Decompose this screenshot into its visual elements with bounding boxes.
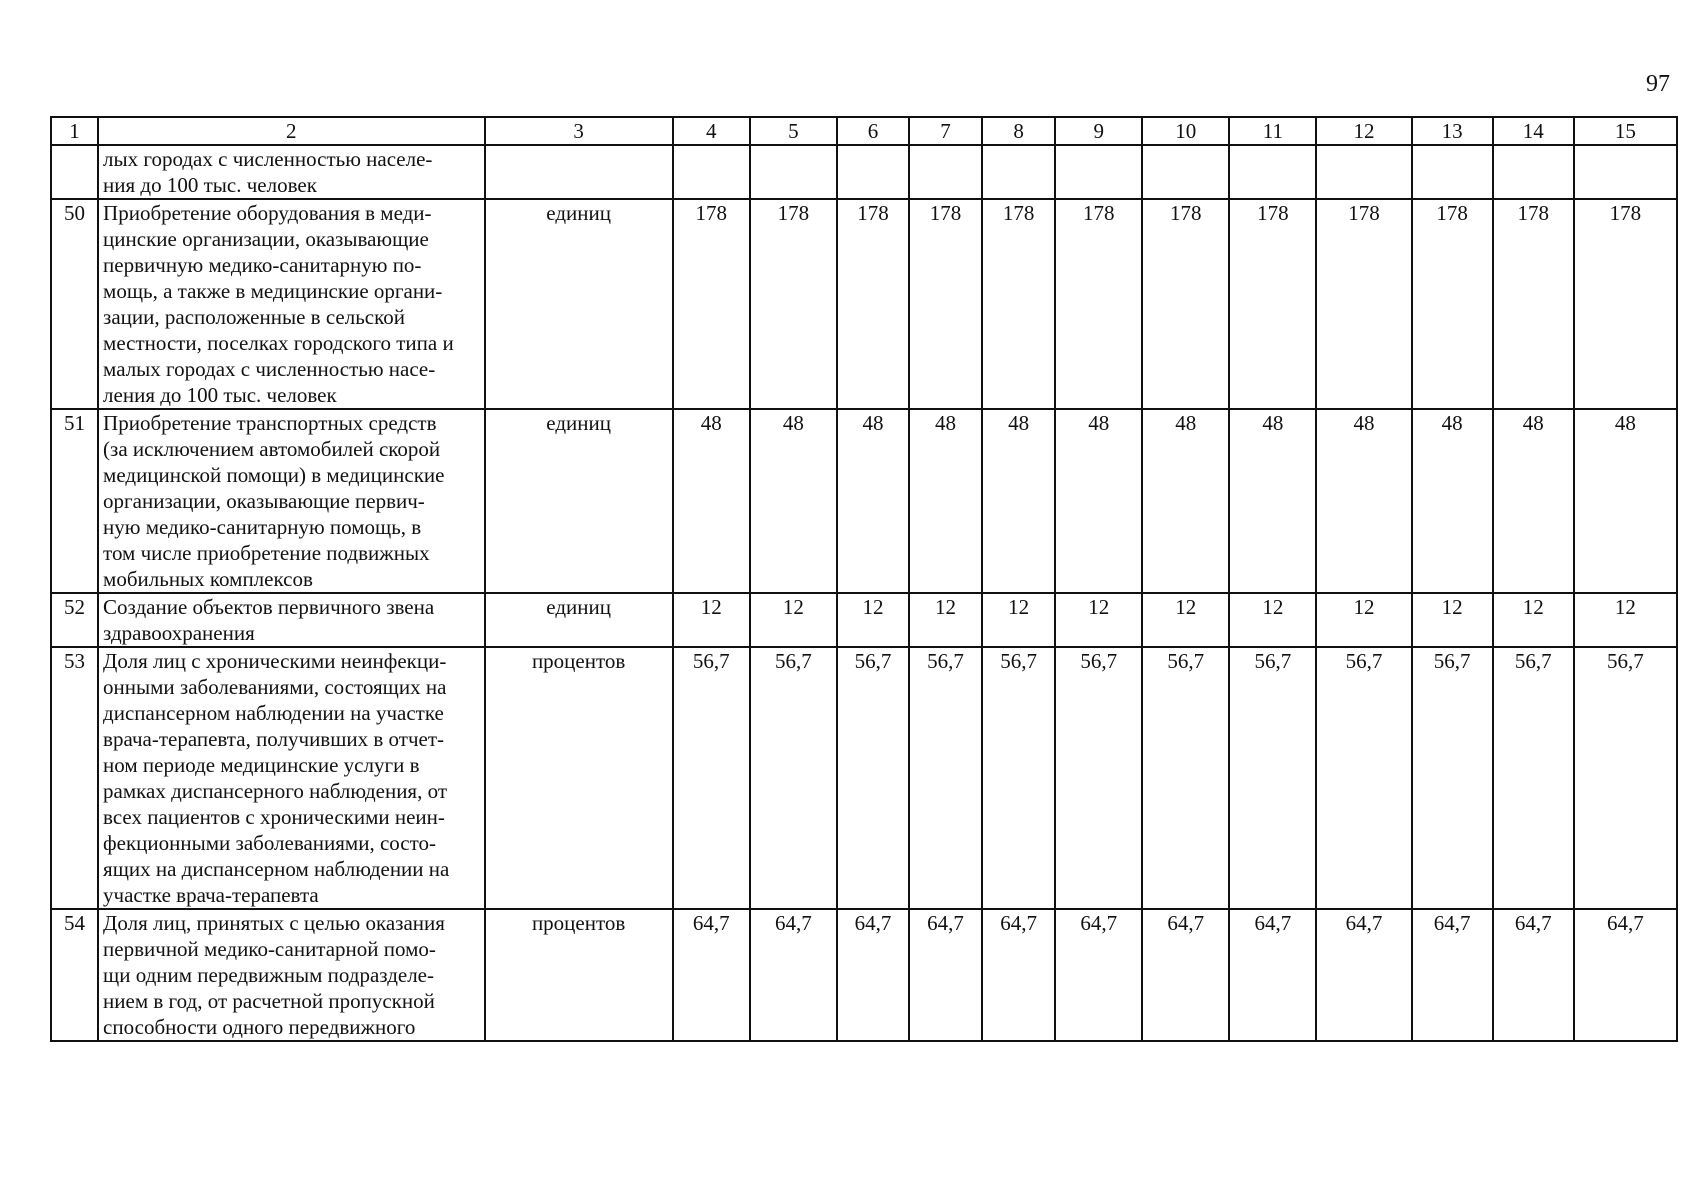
row-number: 50 (51, 199, 98, 409)
description-line: организации, оказывающие первич- (103, 489, 425, 513)
value-cell: 178 (1574, 199, 1677, 409)
value-cell (1316, 145, 1411, 199)
description-line: Доля лиц, принятых с целью оказания (103, 911, 445, 935)
description-line: здравоохранения (103, 621, 255, 645)
table-row (51, 593, 1677, 647)
description-line: местности, поселках городского типа и (103, 331, 454, 355)
value-cell: 56,7 (750, 647, 837, 909)
description-line: всех пациентов с хроническими неин- (103, 805, 445, 829)
value-cell: 178 (1142, 199, 1229, 409)
table-row (51, 199, 1677, 409)
description-line: первичной медико-санитарной помо- (103, 937, 436, 961)
value-cell: 12 (1412, 593, 1493, 647)
value-cell: 56,7 (1316, 647, 1411, 909)
value-cell: 56,7 (1412, 647, 1493, 909)
column-header-3: 3 (485, 117, 673, 145)
table-header (51, 117, 1677, 145)
value-cell: 178 (673, 199, 750, 409)
description-line: Создание объектов первичного звена (103, 595, 435, 619)
value-cell: 12 (1229, 593, 1316, 647)
value-cell: 64,7 (750, 909, 837, 1041)
description-line: мощь, а также в медицинские органи- (103, 279, 443, 303)
row-number: 54 (51, 909, 98, 1041)
description-line: способности одного передвижного (103, 1015, 416, 1039)
value-cell: 48 (837, 409, 909, 593)
value-cell: 48 (982, 409, 1055, 593)
value-cell: 12 (750, 593, 837, 647)
description-line: ния до 100 тыс. человек (103, 173, 317, 197)
description-line: нием в год, от расчетной пропускной (103, 989, 435, 1013)
value-cell (909, 145, 982, 199)
value-cell: 64,7 (1412, 909, 1493, 1041)
value-cell: 64,7 (1574, 909, 1677, 1041)
value-cell: 178 (982, 199, 1055, 409)
value-cell: 12 (1055, 593, 1142, 647)
value-cell: 48 (750, 409, 837, 593)
table-row (51, 909, 1677, 1041)
column-header-11: 11 (1229, 117, 1316, 145)
header-row (51, 117, 1677, 145)
indicator-description (98, 145, 484, 199)
value-cell: 64,7 (1055, 909, 1142, 1041)
value-cell (1142, 145, 1229, 199)
value-cell: 64,7 (1316, 909, 1411, 1041)
description-line: врача-терапевта, получивших в отчет- (103, 727, 444, 751)
value-cell: 178 (837, 199, 909, 409)
row-number: 51 (51, 409, 98, 593)
value-cell: 56,7 (1229, 647, 1316, 909)
description-line: Приобретение оборудования в меди- (103, 201, 432, 225)
description-line: зации, расположенные в сельской (103, 305, 405, 329)
description-line: Приобретение транспортных средств (103, 411, 437, 435)
value-cell: 56,7 (982, 647, 1055, 909)
description-line: малых городах с численностью насе- (103, 357, 436, 381)
value-cell (1055, 145, 1142, 199)
value-cell (1574, 145, 1677, 199)
table-row (51, 647, 1677, 909)
value-cell: 48 (909, 409, 982, 593)
value-cell: 56,7 (673, 647, 750, 909)
value-cell: 12 (837, 593, 909, 647)
indicator-table (50, 116, 1678, 1042)
value-cell: 56,7 (909, 647, 982, 909)
column-header-15: 15 (1574, 117, 1677, 145)
value-cell (1229, 145, 1316, 199)
column-header-8: 8 (982, 117, 1055, 145)
description-line: Доля лиц с хроническими неинфекци- (103, 649, 447, 673)
description-line: ную медико-санитарную помощь, в (103, 515, 422, 539)
unit-of-measure: единиц (485, 199, 673, 409)
description-line: ления до 100 тыс. человек (103, 383, 337, 407)
value-cell: 12 (1493, 593, 1574, 647)
indicator-description (98, 647, 484, 909)
value-cell: 48 (1493, 409, 1574, 593)
description-line: диспансерном наблюдении на участке (103, 701, 444, 725)
column-header-1: 1 (51, 117, 98, 145)
value-cell: 178 (1412, 199, 1493, 409)
value-cell: 48 (1229, 409, 1316, 593)
description-line: первичную медико-санитарную по- (103, 253, 422, 277)
value-cell (1493, 145, 1574, 199)
description-line: участке врача-терапевта (103, 883, 319, 907)
value-cell: 48 (1316, 409, 1411, 593)
description-line: цинские организации, оказывающие (103, 227, 429, 251)
row-number: 52 (51, 593, 98, 647)
row-number (51, 145, 98, 199)
value-cell: 12 (982, 593, 1055, 647)
description-line: фекционными заболеваниями, состо- (103, 831, 437, 855)
value-cell: 48 (673, 409, 750, 593)
value-cell: 64,7 (673, 909, 750, 1041)
column-header-13: 13 (1412, 117, 1493, 145)
table-body (51, 145, 1677, 1041)
value-cell: 178 (1316, 199, 1411, 409)
value-cell (750, 145, 837, 199)
description-line: онными заболеваниями, состоящих на (103, 675, 447, 699)
description-line: медицинской помощи) в медицинские (103, 463, 445, 487)
table-row (51, 145, 1677, 199)
description-line: (за исключением автомобилей скорой (103, 437, 441, 461)
value-cell: 56,7 (837, 647, 909, 909)
value-cell (982, 145, 1055, 199)
value-cell: 64,7 (982, 909, 1055, 1041)
value-cell (1412, 145, 1493, 199)
indicator-description (98, 593, 484, 647)
value-cell: 178 (750, 199, 837, 409)
value-cell: 56,7 (1142, 647, 1229, 909)
value-cell: 12 (1574, 593, 1677, 647)
row-number: 53 (51, 647, 98, 909)
indicator-description (98, 909, 484, 1041)
value-cell: 56,7 (1055, 647, 1142, 909)
unit-of-measure (485, 145, 673, 199)
description-line: ном периоде медицинские услуги в (103, 753, 420, 777)
indicator-description (98, 199, 484, 409)
value-cell: 56,7 (1574, 647, 1677, 909)
value-cell: 56,7 (1493, 647, 1574, 909)
value-cell: 48 (1142, 409, 1229, 593)
description-line: том числе приобретение подвижных (103, 541, 430, 565)
value-cell: 48 (1055, 409, 1142, 593)
unit-of-measure: процентов (485, 909, 673, 1041)
column-header-12: 12 (1316, 117, 1411, 145)
column-header-6: 6 (837, 117, 909, 145)
column-header-4: 4 (673, 117, 750, 145)
indicator-description (98, 409, 484, 593)
description-line: щи одним передвижным подразделе- (103, 963, 434, 987)
page-number: 97 (1646, 71, 1670, 97)
column-header-7: 7 (909, 117, 982, 145)
value-cell (837, 145, 909, 199)
value-cell: 48 (1412, 409, 1493, 593)
table-row (51, 409, 1677, 593)
description-line: лых городах с численностью населе- (103, 147, 433, 171)
value-cell: 12 (1142, 593, 1229, 647)
column-header-14: 14 (1493, 117, 1574, 145)
value-cell: 178 (1055, 199, 1142, 409)
description-line: ящих на диспансерном наблюдении на (103, 857, 450, 881)
value-cell: 12 (673, 593, 750, 647)
value-cell: 64,7 (1142, 909, 1229, 1041)
value-cell: 64,7 (909, 909, 982, 1041)
value-cell: 178 (1229, 199, 1316, 409)
column-header-10: 10 (1142, 117, 1229, 145)
value-cell: 48 (1574, 409, 1677, 593)
value-cell: 64,7 (1229, 909, 1316, 1041)
column-header-5: 5 (750, 117, 837, 145)
unit-of-measure: процентов (485, 647, 673, 909)
unit-of-measure: единиц (485, 593, 673, 647)
value-cell: 178 (909, 199, 982, 409)
value-cell (673, 145, 750, 199)
value-cell: 64,7 (837, 909, 909, 1041)
unit-of-measure: единиц (485, 409, 673, 593)
column-header-2: 2 (98, 117, 484, 145)
column-header-9: 9 (1055, 117, 1142, 145)
value-cell: 12 (1316, 593, 1411, 647)
value-cell: 178 (1493, 199, 1574, 409)
description-line: рамках диспансерного наблюдения, от (103, 779, 447, 803)
value-cell: 64,7 (1493, 909, 1574, 1041)
value-cell: 12 (909, 593, 982, 647)
description-line: мобильных комплексов (103, 567, 313, 591)
